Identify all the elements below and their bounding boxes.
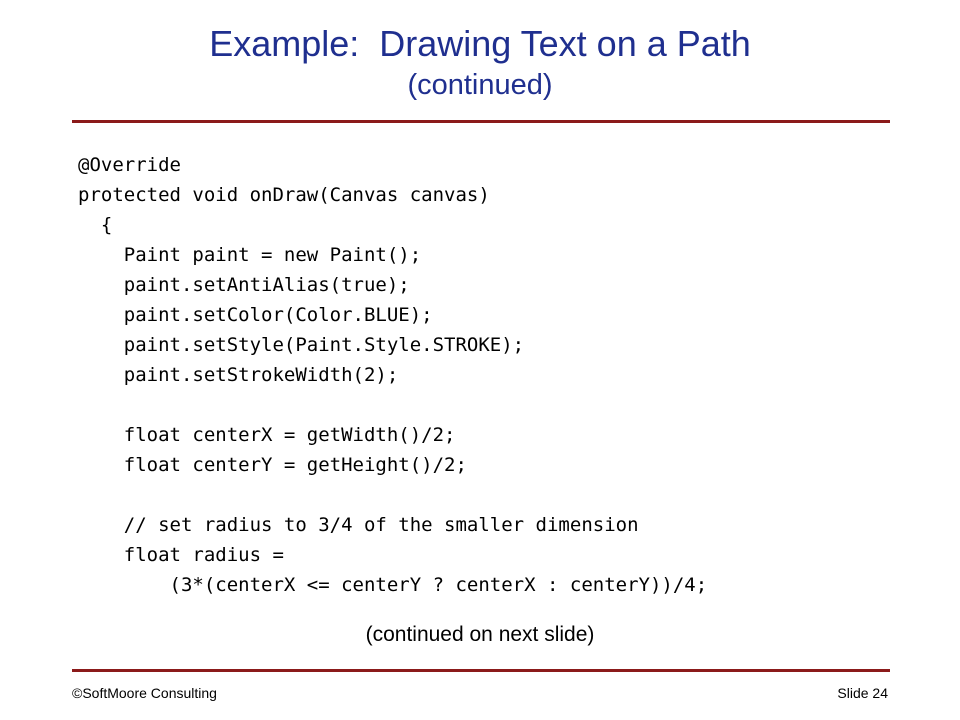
code-line: float centerX = getWidth()/2; <box>78 424 456 446</box>
slide-number: Slide 24 <box>837 685 888 701</box>
code-line: @Override <box>78 154 181 176</box>
code-line: paint.setStrokeWidth(2); <box>78 364 399 386</box>
code-line: Paint paint = new Paint(); <box>78 244 422 266</box>
code-line: // set radius to 3/4 of the smaller dimension <box>78 514 639 536</box>
bottom-divider <box>72 669 890 672</box>
code-line: { <box>78 214 113 236</box>
code-block <box>78 150 707 600</box>
code-line: float centerY = getHeight()/2; <box>78 454 467 476</box>
continued-note: (continued on next slide) <box>365 623 595 646</box>
slide-subtitle: (continued) <box>407 69 553 101</box>
code-line: paint.setColor(Color.BLUE); <box>78 304 433 326</box>
code-line: (3*(centerX <= centerY ? centerX : centerY))/4; <box>78 574 708 596</box>
copyright-footer: ©SoftMoore Consulting <box>72 685 217 701</box>
slide-title-block <box>0 22 960 102</box>
top-divider <box>72 120 890 123</box>
slide-title: Example: Drawing Text on a Path <box>209 23 751 64</box>
code-line <box>78 390 707 420</box>
code-line: float radius = <box>78 544 284 566</box>
code-line: paint.setAntiAlias(true); <box>78 274 410 296</box>
code-line: protected void onDraw(Canvas canvas) <box>78 184 490 206</box>
code-line <box>78 480 707 510</box>
code-line: paint.setStyle(Paint.Style.STROKE); <box>78 334 525 356</box>
